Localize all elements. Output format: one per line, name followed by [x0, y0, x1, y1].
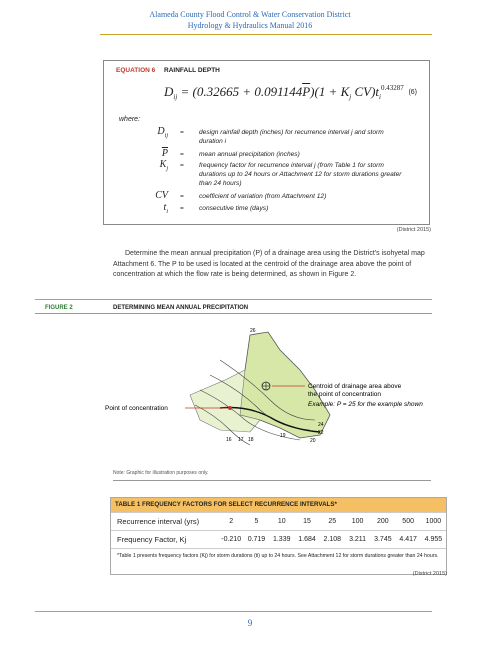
table-cell: 2 — [229, 518, 234, 525]
contour-22: 22 — [318, 430, 324, 436]
symbol-d: $D_{ij}$ — [157, 126, 168, 139]
table-row-intervals — [111, 512, 446, 530]
row-label: Frequency Factor, Kj — [117, 535, 187, 544]
equation-formula: $D_{ij} = (0.32665 + 0.091144\overline{P})(1 + K_j$ $CV)t_i^{0.43287}$ — [164, 84, 404, 101]
contour-19: 19 — [280, 433, 286, 439]
table-cell: 1000 — [425, 518, 442, 525]
equation-number: (6) — [408, 89, 417, 96]
label-example: Example: P = 25 for the example shown — [308, 401, 423, 408]
isohyetal-map — [100, 320, 430, 460]
equation-title: RAINFALL DEPTH — [164, 67, 220, 74]
label-poc: Point of concentration — [105, 405, 168, 412]
table-cell: 4.417 — [399, 536, 417, 543]
table-cell: 1.339 — [272, 536, 291, 543]
table-cell: 0.719 — [247, 536, 266, 543]
poc-marker — [228, 406, 232, 410]
table-cell: 25 — [328, 518, 337, 525]
table-cell: 3.745 — [374, 536, 392, 543]
contour-17: 17 — [238, 437, 244, 443]
figure-rule-bottom — [35, 313, 432, 314]
table-cell: 2.108 — [323, 536, 342, 543]
definition-text: frequency factor for recurrence interval j (from Table 1 for storm durations up to 24 hours or Attachment 12 for storm durations greater than 24 hours) — [199, 162, 402, 187]
table-row-factors — [111, 530, 446, 548]
figure-tag: FIGURE 2 — [45, 305, 73, 311]
symbol-t: $t_i$ — [163, 202, 168, 215]
table-cell: 500 — [402, 518, 414, 525]
equation-tag: EQUATION 6 — [116, 67, 156, 74]
symbol-p: $\overline{P}$ — [161, 148, 168, 159]
figure-rule-top — [35, 299, 432, 300]
table-cell: 10 — [277, 518, 286, 525]
contour-26: 26 — [250, 328, 256, 334]
where-label: where: — [119, 116, 141, 123]
page-number: 9 — [247, 618, 253, 628]
header-rule — [100, 34, 432, 35]
table-cell: -0.210 — [221, 536, 242, 543]
table-cell: 15 — [303, 518, 311, 525]
figure-note: Note: Graphic for illustration purposes only. — [113, 470, 209, 476]
frequency-table — [110, 497, 447, 575]
table-cell: 1.684 — [298, 536, 316, 543]
definition-text: coefficient of variation (from Attachment 12) — [199, 193, 327, 200]
table-cell: 4.955 — [424, 536, 443, 543]
figure-title: DETERMINING MEAN ANNUAL PRECIPITATION — [113, 305, 249, 311]
header-manual: Hydrology & Hydraulics Manual 2016 — [187, 21, 313, 30]
symbol-k: $K_j$ — [159, 159, 168, 172]
footer-rule — [35, 611, 432, 612]
label-centroid-2: the point of concentration — [308, 391, 381, 398]
label-centroid-1: Centroid of drainage area above — [308, 383, 402, 390]
header-agency: Alameda County Flood Control & Water Conservation District — [149, 10, 351, 19]
row-label: Recurrence interval (yrs) — [117, 517, 200, 526]
table-cell: 100 — [351, 518, 364, 525]
contour-24: 24 — [318, 422, 324, 428]
table-source: (District 2015) — [412, 571, 447, 577]
note-rule — [113, 480, 431, 481]
contour-18: 18 — [248, 437, 254, 443]
definition-text: design rainfall depth (inches) for recurrence interval j and storm duration i — [199, 129, 384, 145]
table-cell: 200 — [377, 518, 389, 525]
symbol-cv: CV — [155, 190, 168, 201]
table-footnote: *Table 1 presents frequency factors (Kj) for storm durations (ti) up to 24 hours. See Attachment 12 for storm durations greater than 24 hours. — [111, 548, 446, 574]
table-cell: 3.211 — [349, 536, 367, 543]
contour-16: 16 — [226, 437, 232, 443]
contour-20: 20 — [310, 438, 316, 444]
equation-box: EQUATION 6 RAINFALL DEPTH $D_{ij} = (0.32665 + 0.091144\overline{P})(1 + K_j$ $CV)t_i^{0.43287}$ (6) where: $D_{ij}$ = design rainfall depth (inches) for recurrence interval j and storm duration i $\overline{P}$ = mean annual precipitation (inches) $K_j$ = frequency factor for recurrence interval j (from Table 1 for storm durations up to 24 hours or Attachment 12 for storm durations greater than 24 hours) CV = coefficient of variation (from Attachment 12) $t_i$ = consecutive time (days) — [103, 60, 430, 225]
body-paragraph: Determine the mean annual precipitation (P) of a drainage area using the District's isohyetal map Attachment 6. The P to be used is located at the centroid of the drainage area above the point of concentration at which the flow rate is being determined, as shown in Figure 2. — [113, 250, 425, 278]
definition-text: consecutive time (days) — [199, 205, 269, 212]
table-title: TABLE 1 FREQUENCY FACTORS FOR SELECT RECURRENCE INTERVALS* — [111, 498, 446, 512]
equation-source: (District 2015) — [396, 227, 431, 233]
table-cell: 5 — [254, 518, 259, 525]
definition-text: mean annual precipitation (inches) — [199, 151, 300, 158]
